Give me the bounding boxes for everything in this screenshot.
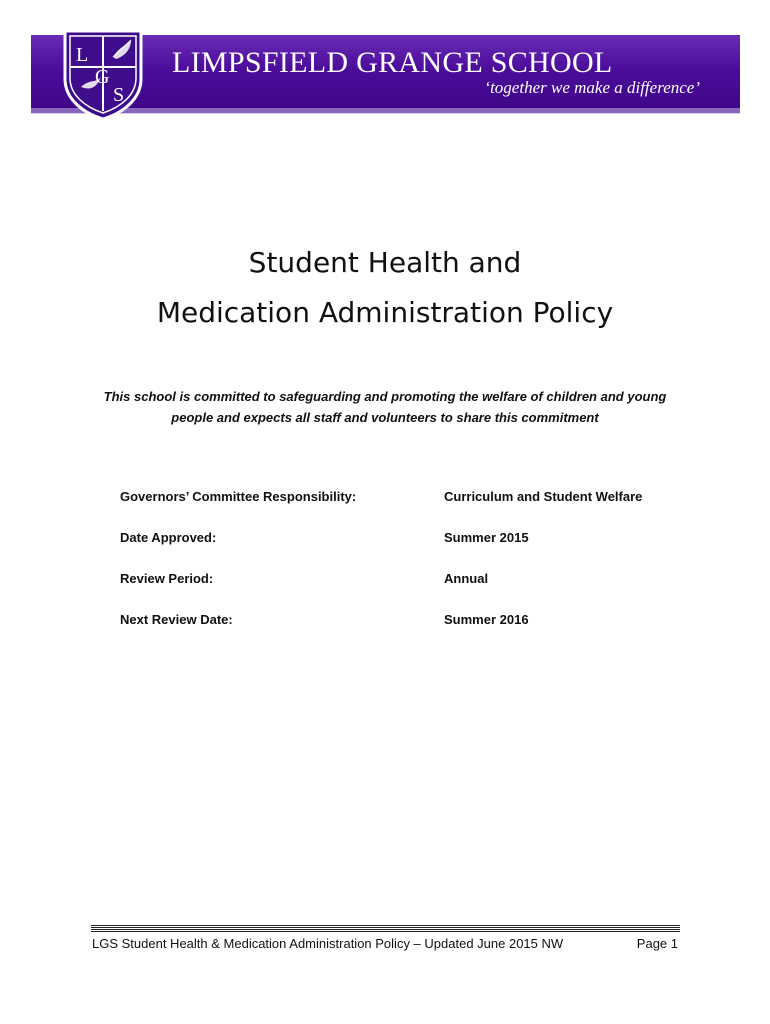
footer-document-info: LGS Student Health & Medication Administration Policy – Updated June 2015 NW xyxy=(92,936,564,951)
document-title-line-2: Medication Administration Policy xyxy=(156,296,614,329)
shield-crest-icon xyxy=(61,27,145,121)
date-approved-value: Summer 2015 xyxy=(444,530,529,545)
page-number: Page 1 xyxy=(636,936,678,951)
review-period-value: Annual xyxy=(444,571,489,586)
committee-value: Curriculum and Student Welfare xyxy=(444,489,643,504)
safeguarding-commitment: This school is committed to safeguarding and promoting the welfare of children and young people and expects all staff and volunteers to share this commitment xyxy=(103,389,667,425)
school-name: LIMPSFIELD GRANGE SCHOOL xyxy=(172,46,613,79)
next-review-label: Next Review Date: xyxy=(120,612,233,627)
committee-label: Governors’ Committee Responsibility: xyxy=(120,489,357,504)
review-period-label: Review Period: xyxy=(120,571,214,586)
school-motto: ‘together we make a difference’ xyxy=(484,78,700,97)
next-review-value: Summer 2016 xyxy=(444,612,529,627)
crest-letter-s: S xyxy=(113,84,125,106)
document-title-line-1: Student Health and xyxy=(248,246,522,279)
crest-letter-g: G xyxy=(95,66,110,88)
date-approved-label: Date Approved: xyxy=(120,530,217,545)
footer-divider xyxy=(91,925,680,932)
crest-letter-l: L xyxy=(76,44,89,66)
